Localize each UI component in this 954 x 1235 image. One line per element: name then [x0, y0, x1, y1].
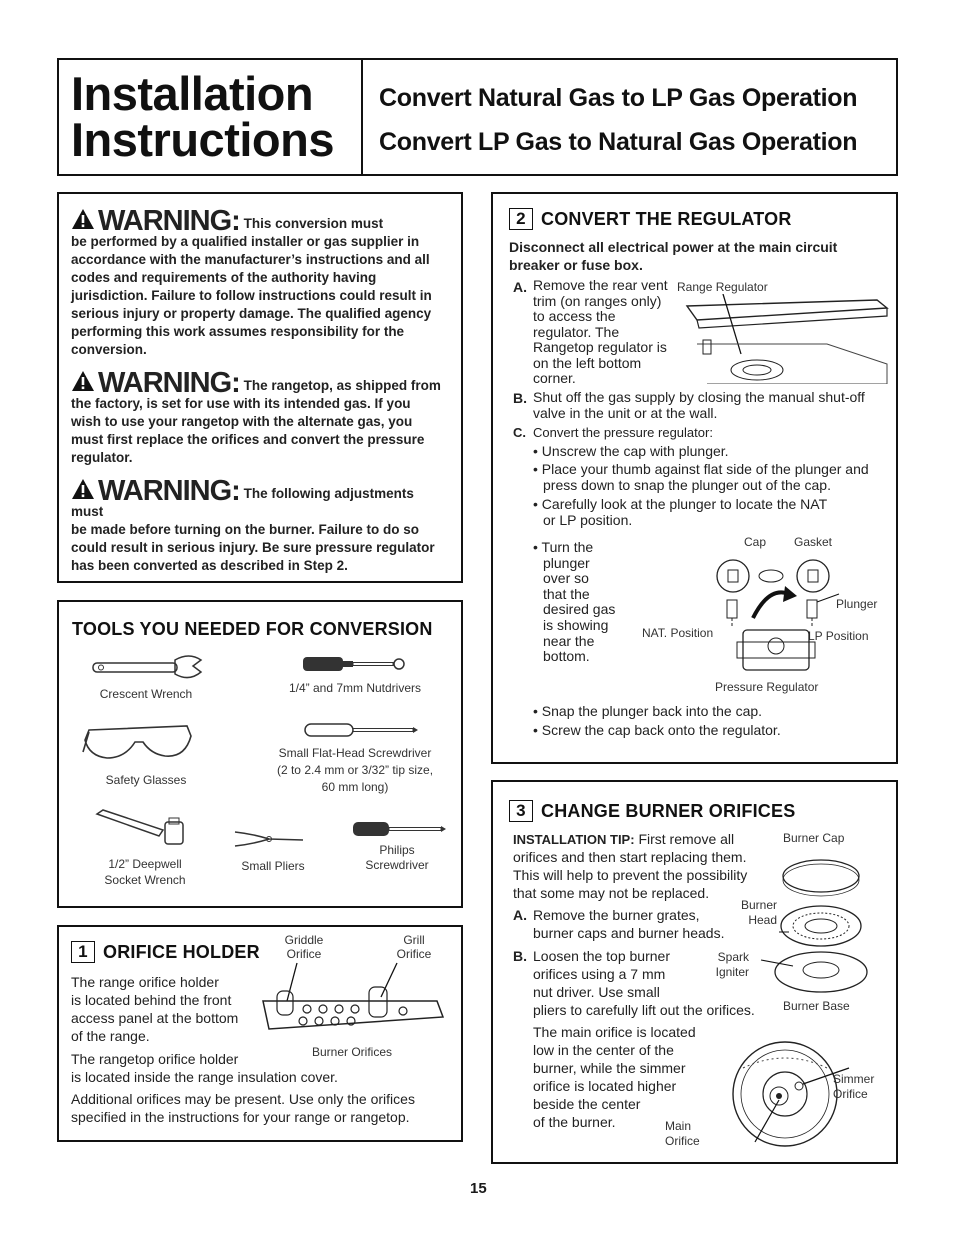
- step3-main-line: of the burner.: [533, 1114, 616, 1130]
- installation-tip-label: INSTALLATION TIP:: [513, 832, 635, 847]
- warning-triangle-icon: [71, 478, 95, 500]
- step1-para3-l2: specified in the instructions for your range or rangetop.: [71, 1109, 410, 1125]
- step3-title: [509, 800, 795, 822]
- step2-a-text: [533, 278, 668, 387]
- pressure-regulator-diagram: [713, 550, 843, 678]
- step2-bullet4-line: • Turn the: [533, 539, 594, 555]
- warning-lead: The following adjustments must: [71, 486, 414, 519]
- warning-1: [71, 205, 443, 359]
- pressure-regulator-label: Pressure Regulator: [715, 680, 819, 694]
- warning-body: be made before turning on the burner. Failure to do so could result in serious injury. Be sure pressure regulator has been converted as described in Step 2.: [71, 522, 435, 573]
- step3-a-marker: A.: [513, 907, 527, 923]
- step3-main-line: The main orifice is located: [533, 1024, 696, 1040]
- warning-triangle-icon: [71, 370, 95, 392]
- step3-tip-l4: that some may not be replaced.: [513, 885, 710, 901]
- step3-main-line: orifice is located higher: [533, 1078, 677, 1094]
- step2-bullet4-line: is showing: [543, 616, 609, 633]
- step2-bullet4: [533, 540, 615, 665]
- step2-a-line: regulator. The: [533, 323, 620, 340]
- warning-triangle-icon: [71, 208, 95, 230]
- flat-head-screwdriver-label-2: (2 to 2.4 mm or 3/32” tip size,: [276, 763, 434, 777]
- burner-head-label-1: Burner: [740, 898, 777, 912]
- orifice-holder-diagram: [257, 961, 447, 1041]
- step3-tip-l1: [513, 830, 734, 849]
- warning-box: [57, 192, 463, 583]
- crescent-wrench-label: Crescent Wrench: [99, 687, 193, 701]
- step3-tip-l2: orifices and then start replacing them.: [513, 849, 747, 865]
- step2-bullet4-line: desired gas: [543, 601, 616, 618]
- step-number: 3: [509, 800, 533, 822]
- warning-lead: This conversion must: [243, 216, 384, 231]
- pliers-label: Small Pliers: [241, 859, 305, 873]
- warning-body: be performed by a qualified installer or gas supplier in accordance with the manufacturer’s instructions and all codes and requirements of the authority having jurisdiction. Failure to follow instructions could result in serious injury or property damage. The qualified agency performing this work assumes responsibility for the conversion.: [71, 234, 432, 357]
- warning-lead: The rangetop, as shipped from: [243, 378, 441, 393]
- step2-bullet1: • Unscrew the cap with plunger.: [533, 443, 729, 459]
- step3-main-line: burner, while the simmer: [533, 1060, 686, 1076]
- step2-a-line: trim (on ranges only): [533, 292, 662, 309]
- pliers-icon: [233, 828, 305, 850]
- flat-head-screwdriver-icon: [303, 722, 419, 738]
- step2-bullet3-l2: or LP position.: [543, 512, 633, 528]
- step2-bullet4-line: over so: [543, 570, 589, 587]
- step2-b-marker: B.: [513, 390, 527, 406]
- warning-label: WARNING:: [98, 205, 240, 237]
- step-number: 2: [509, 208, 533, 230]
- step1-orifice-holder: [57, 925, 463, 1142]
- step2-bullet4-line: near the: [543, 632, 595, 649]
- tools-box: [57, 600, 463, 908]
- burner-base-label: Burner Base: [783, 999, 850, 1013]
- burner-orifices-label: Burner Orifices: [311, 1045, 393, 1059]
- step3-b-marker: B.: [513, 948, 527, 964]
- step2-a-mark: [513, 278, 533, 296]
- simmer-orifice-label-2: Orifice: [833, 1087, 868, 1101]
- page-number: 15: [470, 1180, 487, 1197]
- step2-a-line: to access the: [533, 308, 616, 324]
- step3-main-line: beside the center: [533, 1096, 641, 1112]
- page-header: [57, 58, 898, 176]
- safety-glasses-label: Safety Glasses: [105, 773, 187, 787]
- header-title-block: [59, 60, 363, 174]
- subtitle-2: Convert LP Gas to Natural Gas Operation: [379, 128, 858, 156]
- step2-c-mark: [513, 424, 533, 442]
- step2-a-marker: A.: [513, 279, 527, 295]
- grill-label-1: Grill: [403, 933, 425, 947]
- cap-label: Cap: [744, 535, 767, 549]
- step2-b-mark: [513, 389, 533, 407]
- step3-a-l1: Remove the burner grates,: [533, 907, 700, 923]
- warning-3: [71, 475, 443, 575]
- step2-bullet2-l1: • Place your thumb against flat side of the plunger and: [533, 461, 869, 477]
- step3-a-mark: [513, 906, 533, 924]
- step1-title: [71, 941, 260, 963]
- tools-title: TOOLS YOU NEEDED FOR CONVERSION: [72, 619, 433, 639]
- burner-assembly-diagram: [749, 846, 885, 998]
- step2-b-l1: Shut off the gas supply by closing the manual shut-off: [533, 389, 865, 405]
- flat-head-screwdriver-label-3: 60 mm long): [321, 780, 389, 794]
- step2-bullet4-line: bottom.: [543, 648, 590, 665]
- step2-bullet2-l2: press down to snap the plunger out of the cap.: [543, 477, 831, 493]
- step2-title-text: CONVERT THE REGULATOR: [541, 209, 792, 229]
- subtitle-1: Convert Natural Gas to LP Gas Operation: [379, 84, 858, 112]
- step3-b-l4: pliers to carefully lift out the orifices.: [533, 1002, 755, 1018]
- socket-wrench-label-2: Socket Wrench: [104, 873, 186, 887]
- step2-bullet4-line: plunger: [543, 554, 590, 571]
- step2-b-l2: valve in the unit or at the wall.: [533, 405, 718, 421]
- step2-a-line: Rangetop regulator is: [533, 339, 667, 355]
- step2-a-line: corner.: [533, 370, 576, 386]
- step2-bullet6: • Screw the cap back onto the regulator.: [533, 722, 781, 738]
- step2-convert-regulator: [491, 192, 898, 764]
- step1-para1-l4: of the range.: [71, 1028, 150, 1044]
- step2-bullet5: • Snap the plunger back into the cap.: [533, 703, 763, 719]
- installation-tip-text: First remove all: [638, 831, 735, 847]
- philips-label-1: Philips: [379, 843, 415, 857]
- nutdriver-icon: [301, 654, 409, 674]
- main-orifice-label-1: Main: [665, 1119, 692, 1133]
- gasket-label: Gasket: [794, 535, 833, 549]
- step3-b-l3: nut driver. Use small: [533, 984, 660, 1000]
- warning-label: WARNING:: [98, 367, 240, 399]
- title-line-1: Installation: [71, 67, 314, 120]
- step2-bullet4-line: that the: [543, 585, 590, 602]
- spark-igniter-label-2: Igniter: [715, 965, 749, 979]
- step3-change-burner-orifices: [491, 780, 898, 1164]
- philips-label-2: Screwdriver: [365, 858, 429, 872]
- step1-para1-l2: is located behind the front: [71, 992, 232, 1008]
- step2-c-l1: Convert the pressure regulator:: [533, 425, 713, 440]
- safety-glasses-icon: [81, 722, 197, 766]
- lp-position-label: LP Position: [808, 629, 869, 643]
- flat-head-screwdriver-label-1: Small Flat-Head Screwdriver: [278, 746, 432, 760]
- step2-a-line: Remove the rear vent: [533, 277, 668, 293]
- simmer-orifice-label-1: Simmer: [833, 1072, 875, 1086]
- grill-label-2: Orifice: [396, 947, 432, 961]
- step1-title-text: ORIFICE HOLDER: [103, 942, 260, 962]
- spark-igniter-label-1: Spark: [717, 950, 749, 964]
- step2-warning-l1: Disconnect all electrical power at the main circuit: [509, 239, 838, 255]
- burner-head-label-2: Head: [748, 913, 777, 927]
- warning-2: [71, 367, 443, 467]
- title-line-2: Instructions: [71, 113, 334, 166]
- step3-b-mark: [513, 947, 533, 965]
- step3-main-text: [533, 1023, 696, 1131]
- step2-c-marker: C.: [513, 425, 526, 440]
- step3-tip-l3: This will help to prevent the possibility: [513, 867, 748, 883]
- nat-position-label: NAT. Position: [642, 626, 714, 640]
- socket-wrench-label-1: 1/2” Deepwell: [108, 857, 182, 871]
- range-regulator-diagram: [677, 294, 893, 384]
- philips-screwdriver-icon: [351, 820, 447, 838]
- step2-a-line: on the left bottom: [533, 354, 642, 371]
- step2-warning-l2: breaker or fuse box.: [509, 257, 643, 273]
- griddle-label-2: Orifice: [286, 947, 322, 961]
- step3-main-line: low in the center of the: [533, 1042, 674, 1058]
- warning-body: the factory, is set for use with its intended gas. If you wish to use your rangetop with the alternate gas, you must first replace the orifices and convert the pressure regulator.: [71, 396, 425, 465]
- burner-cap-label: Burner Cap: [783, 831, 845, 845]
- step-number: 1: [71, 941, 95, 963]
- range-regulator-label: Range Regulator: [677, 280, 768, 294]
- griddle-label-1: Griddle: [284, 933, 324, 947]
- nutdrivers-label: 1/4” and 7mm Nutdrivers: [288, 681, 422, 695]
- plunger-label: Plunger: [836, 597, 878, 611]
- step1-para3-l1: Additional orifices may be present. Use only the orifices: [71, 1091, 415, 1107]
- socket-wrench-icon: [93, 808, 189, 848]
- step2-title: [509, 208, 792, 230]
- main-orifice-label-2: Orifice: [665, 1134, 700, 1148]
- step3-title-text: CHANGE BURNER ORIFICES: [541, 801, 796, 821]
- step1-para2-l2: is located inside the range insulation cover.: [71, 1069, 338, 1085]
- step1-para1-l1: The range orifice holder: [71, 974, 219, 990]
- step1-para1-l3: access panel at the bottom: [71, 1010, 239, 1026]
- step2-bullet3-l1: • Carefully look at the plunger to locate the NAT: [533, 496, 828, 512]
- crescent-wrench-icon: [89, 654, 205, 682]
- step3-b-l2: orifices using a 7 mm: [533, 966, 666, 982]
- warning-label: WARNING:: [98, 475, 240, 507]
- step3-b-l1: Loosen the top burner: [533, 948, 670, 964]
- step3-a-l2: burner caps and burner heads.: [533, 925, 725, 941]
- step1-para2-l1: The rangetop orifice holder: [71, 1051, 239, 1067]
